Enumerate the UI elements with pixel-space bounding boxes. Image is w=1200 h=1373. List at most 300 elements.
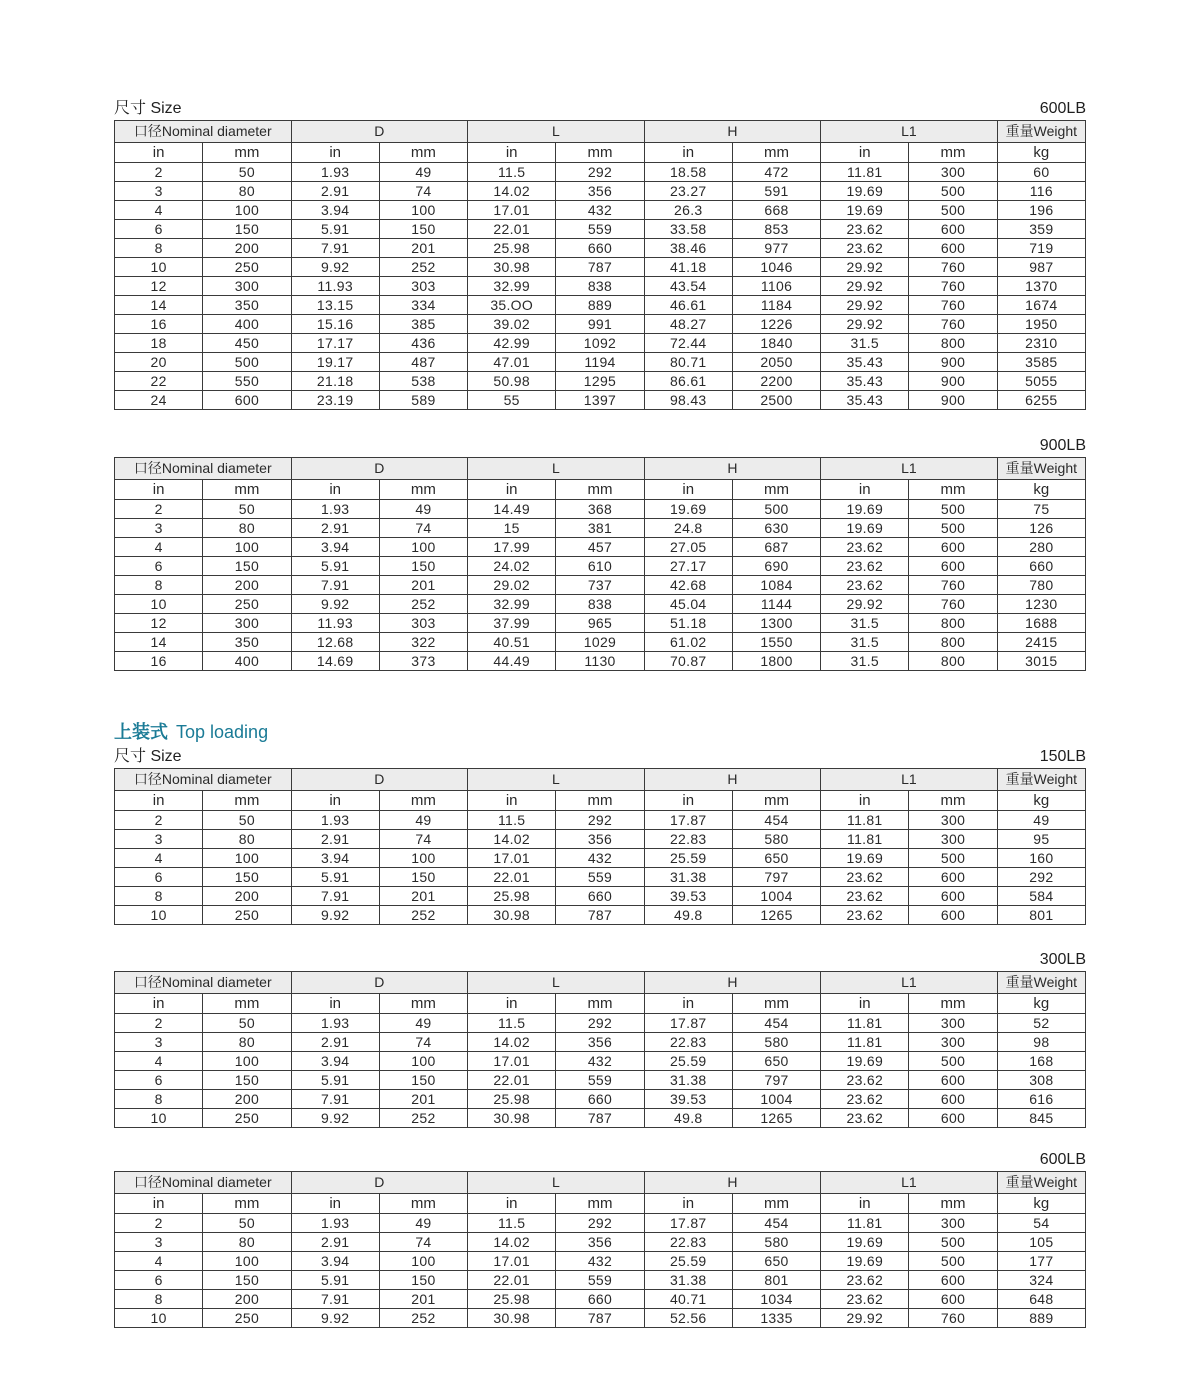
table-cell: 9.92 [291, 258, 379, 277]
header-nominal-diameter: 口径Nominal diameter [115, 121, 292, 143]
table-cell: 13.15 [291, 296, 379, 315]
table-cell: 22.83 [644, 830, 732, 849]
table-cell: 350 [203, 633, 291, 652]
table-row [115, 1090, 1086, 1109]
table-cell: 49 [379, 1214, 467, 1233]
table-cell: 86.61 [644, 372, 732, 391]
table-cell: 23.62 [821, 1271, 909, 1290]
table-cell: 61.02 [644, 633, 732, 652]
table-row [115, 163, 1086, 182]
table-cell: 2 [115, 811, 203, 830]
table-cell: 18.58 [644, 163, 732, 182]
table-cell: 300 [909, 830, 997, 849]
table-cell: 17.87 [644, 1214, 732, 1233]
dimension-table [114, 1171, 1086, 1328]
table-cell: 1370 [997, 277, 1085, 296]
unit-in: in [291, 994, 379, 1014]
table-cell: 1144 [732, 595, 820, 614]
table-cell: 38.46 [644, 239, 732, 258]
table-caption [114, 435, 1086, 457]
table-cell: 650 [732, 1252, 820, 1271]
section-title-en: Top loading [176, 722, 269, 742]
table-cell: 600 [909, 538, 997, 557]
table-cell: 760 [909, 595, 997, 614]
table-cell: 46.61 [644, 296, 732, 315]
table-cell: 17.01 [468, 201, 556, 220]
table-cell: 300 [203, 614, 291, 633]
table-cell: 559 [556, 1071, 644, 1090]
table-cell: 31.38 [644, 868, 732, 887]
unit-mm: mm [909, 791, 997, 811]
table-cell: 1335 [732, 1309, 820, 1328]
table-cell: 1397 [556, 391, 644, 410]
table-cell: 690 [732, 557, 820, 576]
table-cell: 74 [379, 519, 467, 538]
unit-header-row [115, 791, 1086, 811]
table-cell: 9.92 [291, 906, 379, 925]
table-cell: 838 [556, 595, 644, 614]
table-cell: 600 [909, 1109, 997, 1128]
table-cell: 991 [556, 315, 644, 334]
table-cell: 35.43 [821, 353, 909, 372]
table-cell: 559 [556, 868, 644, 887]
header-weight: 重量Weight [997, 1172, 1085, 1194]
table-cell: 23.62 [821, 538, 909, 557]
table-row [115, 633, 1086, 652]
table-cell: 900 [909, 353, 997, 372]
table-cell: 334 [379, 296, 467, 315]
table-cell: 889 [997, 1309, 1085, 1328]
table-row [115, 1214, 1086, 1233]
table-row [115, 906, 1086, 925]
unit-mm: mm [379, 480, 467, 500]
unit-in: in [468, 143, 556, 163]
unit-in: in [291, 143, 379, 163]
table-cell: 22.01 [468, 220, 556, 239]
table-cell: 49.8 [644, 1109, 732, 1128]
table-cell: 760 [909, 315, 997, 334]
table-cell: 74 [379, 830, 467, 849]
header-nominal-diameter: 口径Nominal diameter [115, 769, 292, 791]
unit-mm: mm [732, 1194, 820, 1214]
table-cell: 250 [203, 595, 291, 614]
table-cell: 845 [997, 1109, 1085, 1128]
table-cell: 1092 [556, 334, 644, 353]
pressure-class-label: 150LB [1039, 748, 1086, 765]
table-cell: 52.56 [644, 1309, 732, 1328]
table-caption [114, 1149, 1086, 1171]
unit-kg: kg [997, 1194, 1085, 1214]
table-cell: 200 [203, 576, 291, 595]
table-row [115, 201, 1086, 220]
table-cell: 30.98 [468, 1109, 556, 1128]
dimension-table [114, 768, 1086, 925]
table-cell: 22.01 [468, 1071, 556, 1090]
table-cell: 6 [115, 557, 203, 576]
unit-header-row [115, 480, 1086, 500]
table-cell: 580 [732, 1233, 820, 1252]
unit-in: in [644, 791, 732, 811]
table-caption [114, 98, 1086, 120]
unit-mm: mm [732, 994, 820, 1014]
table-cell: 33.58 [644, 220, 732, 239]
table-cell: 454 [732, 811, 820, 830]
table-cell: 900 [909, 391, 997, 410]
unit-header-row [115, 1194, 1086, 1214]
table-cell: 10 [115, 1109, 203, 1128]
table-cell: 150 [203, 557, 291, 576]
table-row [115, 1052, 1086, 1071]
unit-kg: kg [997, 994, 1085, 1014]
table-row [115, 849, 1086, 868]
table-cell: 1.93 [291, 500, 379, 519]
table-cell: 580 [732, 1033, 820, 1052]
table-cell: 10 [115, 595, 203, 614]
group-header-row [115, 458, 1086, 480]
table-cell: 25.98 [468, 1290, 556, 1309]
table-cell: 42.99 [468, 334, 556, 353]
table-cell: 454 [732, 1214, 820, 1233]
table-cell: 23.27 [644, 182, 732, 201]
table-cell: 8 [115, 1290, 203, 1309]
table-cell: 15.16 [291, 315, 379, 334]
table-cell: 250 [203, 1309, 291, 1328]
unit-in: in [468, 1194, 556, 1214]
table-cell: 100 [379, 538, 467, 557]
table-cell: 23.62 [821, 557, 909, 576]
unit-mm: mm [203, 1194, 291, 1214]
table-cell: 3 [115, 519, 203, 538]
table-row [115, 519, 1086, 538]
table-cell: 12.68 [291, 633, 379, 652]
table-cell: 292 [997, 868, 1085, 887]
table-cell: 292 [556, 811, 644, 830]
table-cell: 600 [909, 557, 997, 576]
table-cell: 98.43 [644, 391, 732, 410]
table-cell: 660 [556, 239, 644, 258]
table-cell: 19.69 [821, 519, 909, 538]
table-row [115, 830, 1086, 849]
table-cell: 74 [379, 1233, 467, 1252]
table-cell: 300 [203, 277, 291, 296]
spec-table-block [114, 949, 1086, 1128]
table-cell: 55 [468, 391, 556, 410]
table-cell: 719 [997, 239, 1085, 258]
header-h: H [644, 458, 821, 480]
table-cell: 3.94 [291, 201, 379, 220]
table-cell: 252 [379, 1109, 467, 1128]
table-cell: 500 [909, 201, 997, 220]
table-cell: 19.69 [644, 500, 732, 519]
table-cell: 11.5 [468, 1014, 556, 1033]
table-cell: 31.38 [644, 1271, 732, 1290]
table-cell: 1130 [556, 652, 644, 671]
table-cell: 7.91 [291, 1290, 379, 1309]
table-cell: 27.17 [644, 557, 732, 576]
table-cell: 838 [556, 277, 644, 296]
table-cell: 39.53 [644, 887, 732, 906]
table-cell: 2 [115, 163, 203, 182]
table-cell: 6 [115, 868, 203, 887]
table-cell: 303 [379, 614, 467, 633]
pressure-class-label: 600LB [1039, 100, 1086, 117]
table-cell: 780 [997, 576, 1085, 595]
table-cell: 2.91 [291, 182, 379, 201]
table-cell: 432 [556, 1252, 644, 1271]
table-cell: 50 [203, 500, 291, 519]
table-cell: 1084 [732, 576, 820, 595]
table-cell: 100 [203, 849, 291, 868]
table-cell: 432 [556, 201, 644, 220]
table-cell: 105 [997, 1233, 1085, 1252]
table-cell: 648 [997, 1290, 1085, 1309]
size-label: 尺寸 Size [114, 100, 182, 117]
table-cell: 853 [732, 220, 820, 239]
table-cell: 5.91 [291, 1071, 379, 1090]
table-cell: 17.17 [291, 334, 379, 353]
table-cell: 29.92 [821, 258, 909, 277]
table-cell: 2.91 [291, 519, 379, 538]
table-cell: 3585 [997, 353, 1085, 372]
unit-mm: mm [909, 994, 997, 1014]
table-cell: 98 [997, 1033, 1085, 1052]
table-row [115, 868, 1086, 887]
table-cell: 737 [556, 576, 644, 595]
table-cell: 31.38 [644, 1071, 732, 1090]
table-cell: 45.04 [644, 595, 732, 614]
table-cell: 252 [379, 906, 467, 925]
unit-mm: mm [909, 1194, 997, 1214]
table-cell: 1226 [732, 315, 820, 334]
table-cell: 797 [732, 1071, 820, 1090]
table-row [115, 1252, 1086, 1271]
table-cell: 150 [203, 868, 291, 887]
unit-in: in [115, 143, 203, 163]
table-cell: 31.5 [821, 652, 909, 671]
table-cell: 303 [379, 277, 467, 296]
table-cell: 37.99 [468, 614, 556, 633]
table-cell: 300 [909, 1014, 997, 1033]
table-cell: 150 [379, 557, 467, 576]
unit-in: in [644, 480, 732, 500]
table-cell: 80 [203, 1033, 291, 1052]
unit-mm: mm [556, 1194, 644, 1214]
header-l: L [468, 121, 645, 143]
table-cell: 2 [115, 1214, 203, 1233]
table-cell: 29.02 [468, 576, 556, 595]
table-cell: 589 [379, 391, 467, 410]
header-weight: 重量Weight [997, 458, 1085, 480]
table-cell: 3.94 [291, 1252, 379, 1271]
table-cell: 373 [379, 652, 467, 671]
table-cell: 11.5 [468, 163, 556, 182]
table-cell: 1004 [732, 887, 820, 906]
table-cell: 292 [556, 1014, 644, 1033]
table-cell: 11.81 [821, 830, 909, 849]
table-cell: 5.91 [291, 557, 379, 576]
table-cell: 22.01 [468, 868, 556, 887]
unit-in: in [291, 791, 379, 811]
table-cell: 17.01 [468, 1052, 556, 1071]
table-cell: 3.94 [291, 849, 379, 868]
table-cell: 322 [379, 633, 467, 652]
table-cell: 51.18 [644, 614, 732, 633]
table-cell: 308 [997, 1071, 1085, 1090]
table-cell: 80 [203, 182, 291, 201]
table-cell: 760 [909, 296, 997, 315]
pressure-class-label: 600LB [1039, 1151, 1086, 1168]
unit-mm: mm [732, 143, 820, 163]
table-cell: 19.69 [821, 182, 909, 201]
pressure-class-label: 300LB [1039, 951, 1086, 968]
table-cell: 30.98 [468, 906, 556, 925]
table-cell: 1106 [732, 277, 820, 296]
table-cell: 1674 [997, 296, 1085, 315]
pressure-class-label: 900LB [1039, 437, 1086, 454]
table-cell: 14.49 [468, 500, 556, 519]
table-cell: 23.62 [821, 239, 909, 258]
table-cell: 50.98 [468, 372, 556, 391]
table-cell: 5.91 [291, 220, 379, 239]
table-cell: 10 [115, 258, 203, 277]
table-cell: 11.5 [468, 1214, 556, 1233]
table-cell: 19.69 [821, 1252, 909, 1271]
table-cell: 9.92 [291, 1309, 379, 1328]
table-cell: 8 [115, 887, 203, 906]
unit-in: in [644, 143, 732, 163]
unit-in: in [821, 994, 909, 1014]
table-cell: 200 [203, 887, 291, 906]
table-cell: 801 [997, 906, 1085, 925]
unit-in: in [115, 994, 203, 1014]
table-cell: 3 [115, 1233, 203, 1252]
table-cell: 24.02 [468, 557, 556, 576]
header-l1: L1 [821, 121, 998, 143]
table-cell: 19.69 [821, 1233, 909, 1252]
group-header-row [115, 121, 1086, 143]
header-h: H [644, 769, 821, 791]
table-cell: 356 [556, 1233, 644, 1252]
table-cell: 660 [556, 887, 644, 906]
table-row [115, 353, 1086, 372]
dimension-table [114, 971, 1086, 1128]
table-cell: 787 [556, 906, 644, 925]
spec-table-block [114, 746, 1086, 925]
table-row [115, 811, 1086, 830]
table-cell: 1688 [997, 614, 1085, 633]
table-cell: 252 [379, 258, 467, 277]
table-cell: 760 [909, 1309, 997, 1328]
table-cell: 17.01 [468, 1252, 556, 1271]
table-cell: 17.01 [468, 849, 556, 868]
unit-in: in [468, 480, 556, 500]
unit-in: in [115, 791, 203, 811]
unit-mm: mm [379, 791, 467, 811]
table-cell: 797 [732, 868, 820, 887]
table-cell: 14.02 [468, 1233, 556, 1252]
unit-mm: mm [379, 1194, 467, 1214]
table-cell: 24 [115, 391, 203, 410]
table-cell: 356 [556, 830, 644, 849]
table-cell: 70.87 [644, 652, 732, 671]
header-l1: L1 [821, 1172, 998, 1194]
unit-in: in [821, 1194, 909, 1214]
table-cell: 25.98 [468, 239, 556, 258]
table-cell: 100 [203, 538, 291, 557]
table-cell: 22.01 [468, 1271, 556, 1290]
table-cell: 15 [468, 519, 556, 538]
table-cell: 3 [115, 830, 203, 849]
table-cell: 356 [556, 1033, 644, 1052]
table-cell: 14.69 [291, 652, 379, 671]
table-cell: 600 [909, 1071, 997, 1090]
table-cell: 454 [732, 1014, 820, 1033]
table-cell: 787 [556, 258, 644, 277]
table-cell: 201 [379, 576, 467, 595]
table-cell: 11.81 [821, 163, 909, 182]
header-weight: 重量Weight [997, 121, 1085, 143]
table-cell: 650 [732, 849, 820, 868]
spec-table-block [114, 1149, 1086, 1328]
table-cell: 472 [732, 163, 820, 182]
unit-mm: mm [556, 994, 644, 1014]
table-cell: 2415 [997, 633, 1085, 652]
table-cell: 7.91 [291, 887, 379, 906]
table-cell: 23.62 [821, 1090, 909, 1109]
table-cell: 4 [115, 1252, 203, 1271]
unit-in: in [468, 791, 556, 811]
table-cell: 201 [379, 1090, 467, 1109]
header-l: L [468, 1172, 645, 1194]
table-row [115, 887, 1086, 906]
table-cell: 29.92 [821, 296, 909, 315]
table-cell: 25.59 [644, 1252, 732, 1271]
table-cell: 1.93 [291, 1014, 379, 1033]
table-cell: 616 [997, 1090, 1085, 1109]
table-cell: 150 [379, 1271, 467, 1290]
unit-in: in [821, 143, 909, 163]
unit-in: in [291, 1194, 379, 1214]
table-cell: 359 [997, 220, 1085, 239]
table-cell: 60 [997, 163, 1085, 182]
table-cell: 14.02 [468, 830, 556, 849]
table-cell: 19.69 [821, 201, 909, 220]
table-cell: 8 [115, 1090, 203, 1109]
table-cell: 4 [115, 538, 203, 557]
table-cell: 22 [115, 372, 203, 391]
table-row [115, 1033, 1086, 1052]
table-cell: 4 [115, 849, 203, 868]
table-row [115, 315, 1086, 334]
table-cell: 35.43 [821, 372, 909, 391]
table-cell: 6255 [997, 391, 1085, 410]
table-row [115, 1233, 1086, 1252]
table-cell: 126 [997, 519, 1085, 538]
table-cell: 889 [556, 296, 644, 315]
table-cell: 95 [997, 830, 1085, 849]
table-cell: 74 [379, 182, 467, 201]
unit-in: in [644, 1194, 732, 1214]
section-title-cn: 上装式 [114, 722, 168, 743]
table-cell: 550 [203, 372, 291, 391]
table-cell: 7.91 [291, 576, 379, 595]
table-cell: 8 [115, 576, 203, 595]
table-cell: 1265 [732, 1109, 820, 1128]
table-cell: 25.98 [468, 887, 556, 906]
header-d: D [291, 121, 468, 143]
table-row [115, 1014, 1086, 1033]
header-weight: 重量Weight [997, 769, 1085, 791]
